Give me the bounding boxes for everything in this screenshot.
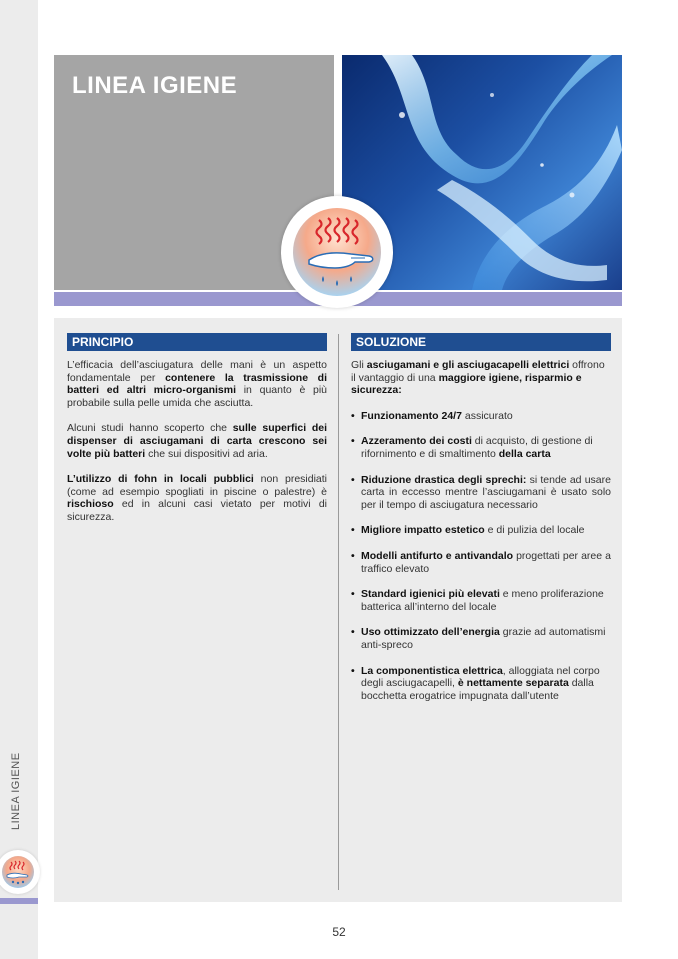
principio-paragraph-1: L’efficacia dell’asciugatura delle mani è un aspetto fondamentale per contenere la trasmissione di batteri ed altri micro-organismi in quanto è più probabile sulla pelle umida che asciutta. [67,359,328,409]
principio-heading: PRINCIPIO [67,333,327,351]
soluzione-intro: Gli asciugamani e gli asciugacapelli elettrici offrono il vantaggio di una maggiore igiene, risparmio e sicurezza: [351,359,605,397]
list-item: • Azzeramento dei costi di acquisto, di gestione di rifornimento e di smaltimento della carta [351,435,611,460]
list-item: • Funzionamento 24/7 assicurato [351,410,611,423]
column-divider [338,334,339,890]
principio-column [67,333,327,537]
list-item: • Modelli antifurto e antivandalo progettati per aree a traffico elevato [351,550,611,575]
hand-dryer-icon [0,850,40,894]
list-item: • La componentistica elettrica, alloggiata nel corpo degli asciugacapelli, è nettamente separata dalla bocchetta erogatrice impugnata dall’utente [351,665,611,703]
page-number: 52 [332,925,346,939]
list-item: • Migliore impatto estetico e di pulizia del locale [351,524,611,537]
list-item: • Standard igienici più elevati e meno proliferazione batterica all’interno del locale [351,588,611,613]
list-item: • Uso ottimizzato dell’energia grazie ad automatismi anti-spreco [351,626,611,651]
soluzione-heading: SOLUZIONE [351,333,611,351]
soluzione-column [351,333,611,715]
list-item: • Riduzione drastica degli sprechi: si tende ad usare carta in eccesso mentre l’asciugamani è usato solo per il tempo di asciugatura necessario [351,474,611,512]
hand-dryer-icon [281,196,393,308]
side-accent-bar [0,898,38,904]
principio-paragraph-3: L’utilizzo di fohn in locali pubblici non presidiati (come ad esempio spogliati in piscine o palestre) è rischioso ed in alcuni casi vietato per motivi di sicurezza. [67,473,328,523]
side-section-label: LINEA IGIENE [10,752,22,830]
principio-paragraph-2: Alcuni studi hanno scoperto che sulle superfici dei dispenser di asciugamani di carta crescono sei volte più batteri che sui dispositivi ad aria. [67,422,327,460]
soluzione-list [351,410,611,703]
page-title: LINEA IGIENE [72,72,238,99]
